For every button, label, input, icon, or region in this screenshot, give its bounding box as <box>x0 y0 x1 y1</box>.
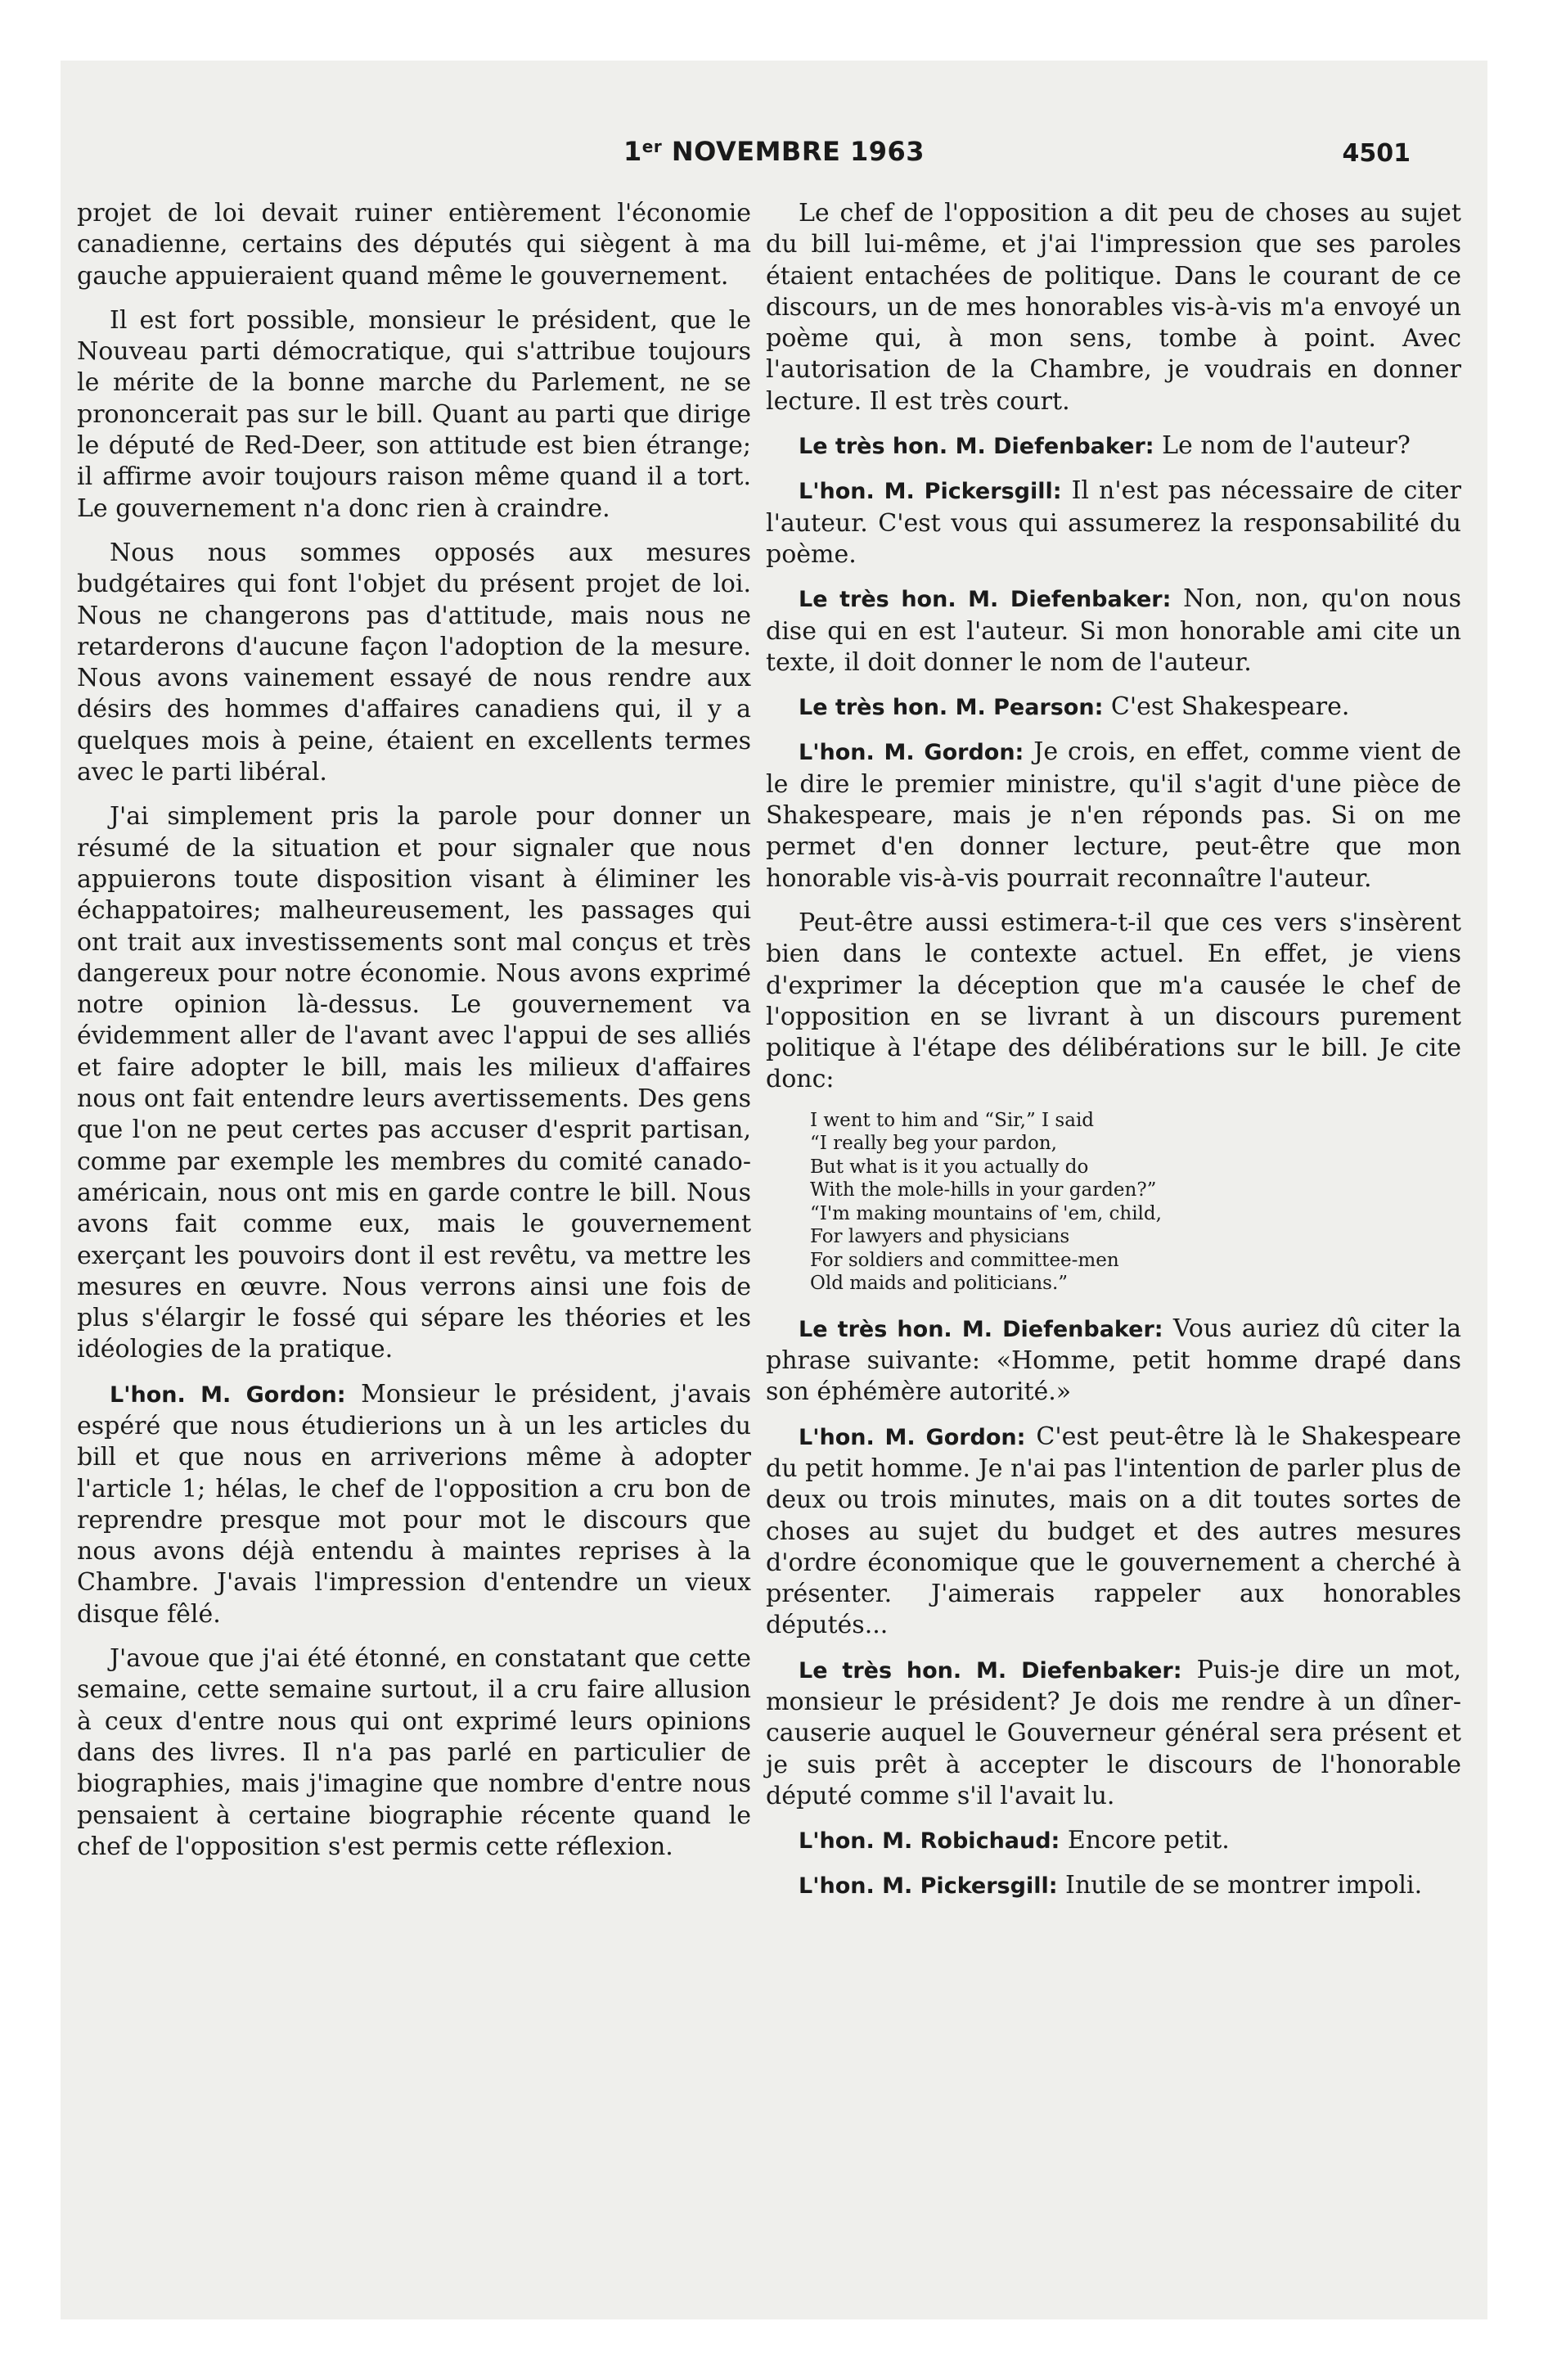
poem-line: I went to him and “Sir,” I said <box>810 1109 1095 1131</box>
paragraph: Il est fort possible, monsieur le président, que le Nouveau parti démocratique, qui s'attribue toujours le mérite de la bonne marche du Parlement, ne se prononcerait pas sur le bill. Quant au parti que dirige le député de Red-Deer, son attitude est bien étrange; il affirme avoir toujours raison même quand il a tort. Le gouvernement n'a donc rien à craindre. <box>77 305 751 523</box>
speech-paragraph <box>766 584 1461 678</box>
date-month-year: NOVEMBRE 1963 <box>662 136 925 167</box>
speech-paragraph <box>766 476 1461 570</box>
speech-text: Je crois, en effet, comme vient de le dire le premier ministre, qu'il s'agit d'une pièce de Shakespeare, mais je n'en réponds pas. Si on me permet d'en donner lecture, peut-être que mon honorable vis-à-vis pourrait reconnaître l'auteur. <box>766 737 1461 893</box>
speaker-name: Le très hon. M. Pearson: <box>799 695 1104 721</box>
speaker-name: L'hon. M. Pickersgill: <box>799 1873 1058 1900</box>
speaker-name: Le très hon. M. Diefenbaker: <box>799 587 1172 613</box>
speaker-name: Le très hon. M. Diefenbaker: <box>799 1657 1182 1684</box>
paragraph: projet de loi devait ruiner entièrement l'économie canadienne, certains des députés qui siègent à ma gauche appuieraient quand même le gouvernement. <box>77 199 751 291</box>
paragraph: J'avoue que j'ai été étonné, en constatant que cette semaine, cette semaine surtout, il a cru faire allusion à ceux d'entre nous qui ont exprimé leurs opinions dans des livres. Il n'a pas parlé en particulier de biographies, mais j'imagine que nombre d'entre nous pensaient à certaine biographie récente quand le chef de l'opposition s'est permis cette réflexion. <box>77 1644 751 1861</box>
speech-paragraph <box>766 1314 1461 1409</box>
left-column <box>77 198 751 1876</box>
speech-text: Inutile de se montrer impoli. <box>1057 1871 1423 1900</box>
speech-paragraph <box>766 1825 1461 1857</box>
speech-paragraph <box>766 430 1461 462</box>
speech-paragraph <box>766 692 1461 723</box>
speaker-name: L'hon. M. Pickersgill: <box>799 479 1062 505</box>
poem-line: But what is it you actually do <box>810 1156 1089 1178</box>
speech-paragraph <box>77 1379 751 1630</box>
speaker-name: Le très hon. M. Diefenbaker: <box>799 1316 1163 1342</box>
poem-line: For soldiers and committee-men <box>810 1249 1119 1271</box>
speech-text: Puis-je dire un mot, monsieur le président? Je dois me rendre à un dîner-causerie auquel le Gouverneur général sera présent et je suis prêt à accepter le discours de l'honorable député comme s'il l'avait lu. <box>766 1655 1461 1810</box>
date-day: 1 <box>623 136 642 167</box>
paragraph: Nous nous sommes opposés aux mesures budgétaires qui font l'objet du présent projet de loi. Nous ne changerons pas d'attitude, mais nous ne retarderons d'aucune façon l'adoption de la mesure. Nous avons vainement essayé de nous rendre aux désirs des hommes d'affaires canadiens qui, il y a quelques mois à peine, étaient en excellents termes avec le parti libéral. <box>77 538 751 787</box>
speaker-name: L'hon. M. Robichaud: <box>799 1828 1060 1855</box>
speech-paragraph <box>766 1870 1461 1902</box>
speech-text: Le nom de l'auteur? <box>1154 431 1411 461</box>
speech-text: Vous auriez dû citer la phrase suivante: «Homme, petit homme drapé dans son éphémère autorité.» <box>766 1314 1462 1407</box>
poem-line: For lawyers and physicians <box>810 1226 1070 1248</box>
speech-paragraph <box>766 737 1461 894</box>
speech-text: C'est peut-être là le Shakespeare du petit homme. Je n'ai pas l'intention de parler plus de deux ou trois minutes, mais on a dit toutes sortes de choses au sujet du budget et des autres mesures d'ordre économique que le gouvernement a cherché à présenter. J'aimerais rappeler aux honorables députés... <box>766 1422 1461 1640</box>
date-ordinal: er <box>641 137 663 156</box>
speaker-name: L'hon. M. Gordon: <box>110 1382 346 1408</box>
speaker-name: L'hon. M. Gordon: <box>799 1424 1026 1450</box>
right-column <box>766 198 1461 1916</box>
poem-line: “I'm making mountains of 'em, child, <box>810 1202 1162 1224</box>
poem-line: With the mole-hills in your garden?” <box>810 1179 1157 1201</box>
document-page <box>61 61 1487 2319</box>
poem-line: “I really beg your pardon, <box>810 1133 1057 1155</box>
poem-line: Old maids and politicians.” <box>810 1273 1069 1295</box>
speech-paragraph <box>766 1422 1461 1642</box>
paragraph: Peut-être aussi estimera-t-il que ces vers s'insèrent bien dans le contexte actuel. En effet, je viens d'exprimer la déception que m'a causée le chef de l'opposition en se livrant à un discours purement politique à l'étape des délibérations sur le bill. Je cite donc: <box>766 908 1461 1094</box>
page-date <box>61 136 1487 167</box>
speech-text: Il n'est pas nécessaire de citer l'auteur. C'est vous qui assumerez la responsabilité du poème. <box>766 476 1461 569</box>
speech-text: Monsieur le président, j'avais espéré que nous étudierions un à un les articles du bill et que nous en arriverions même à adopter l'article 1; hélas, le chef de l'opposition a cru bon de reprendre presque mot pour mot le discours que nous avons déjà entendu à maintes reprises à la Chambre. J'avais l'impression d'entendre un vieux disque fêlé. <box>77 1379 751 1629</box>
page-number: 4501 <box>1342 139 1411 168</box>
page-header <box>61 136 1487 185</box>
speech-text: Encore petit. <box>1060 1826 1230 1855</box>
paragraph: J'ai simplement pris la parole pour donner un résumé de la situation et pour signaler que nous appuierons toute disposition visant à éliminer les échappatoires; malheureusement, les passages qui ont trait aux investissements sont mal conçus et très dangereux pour notre économie. Nous avons exprimé notre opinion là-dessus. Le gouvernement va évidemment aller de l'avant avec l'appui de ses alliés et faire adopter le bill, mais les milieux d'affaires nous ont fait entendre leurs avertissements. Des gens que l'on ne peut certes pas accuser d'esprit partisan, comme par exemple les membres du comité canado-américain, nous ont mis en garde contre le bill. Nous avons fait comme eux, mais le gouvernement exerçant les pouvoirs dont il est revêtu, va mettre les mesures en œuvre. Nous verrons ainsi une fois de plus s'élargir le fossé qui sépare les théories et les idéologies de la pratique. <box>77 802 751 1364</box>
speech-paragraph <box>766 1655 1461 1812</box>
speaker-name: L'hon. M. Gordon: <box>799 740 1024 766</box>
paragraph: Le chef de l'opposition a dit peu de choses au sujet du bill lui-même, et j'ai l'impression que ses paroles étaient entachées de politique. Dans le courant de ce discours, un de mes honorables vis-à-vis m'a envoyé un poème qui, à mon sens, tombe à point. Avec l'autorisation de la Chambre, je voudrais en donner lecture. Il est très court. <box>766 199 1461 416</box>
speech-text: Non, non, qu'on nous dise qui en est l'auteur. Si mon honorable ami cite un texte, il doit donner le nom de l'auteur. <box>766 584 1461 677</box>
speaker-name: Le très hon. M. Diefenbaker: <box>799 434 1154 460</box>
poem-quote <box>810 1109 1461 1296</box>
speech-text: C'est Shakespeare. <box>1103 692 1350 722</box>
